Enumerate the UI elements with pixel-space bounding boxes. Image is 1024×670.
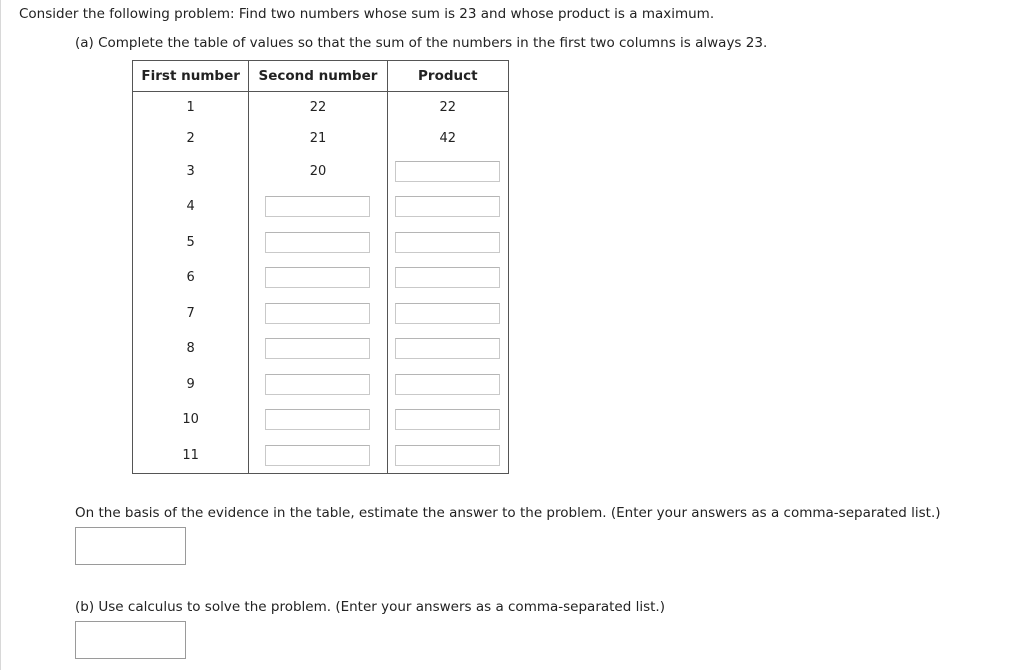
table-row xyxy=(133,153,509,189)
first-number-cell: 6 xyxy=(186,270,195,286)
second-number-cell xyxy=(249,189,387,225)
first-number-cell: 1 xyxy=(186,100,195,115)
table-row xyxy=(133,225,509,261)
product-cell xyxy=(387,331,508,367)
part-b-instruction: (b) Use calculus to solve the problem. (Enter your answers as a comma-separated list.) xyxy=(75,599,665,615)
header-product: Product xyxy=(387,61,508,92)
second-number-input[interactable] xyxy=(265,267,370,288)
table-row xyxy=(133,123,509,153)
first-number-cell: 7 xyxy=(186,305,195,321)
table-row xyxy=(133,260,509,296)
second-number-cell xyxy=(249,331,387,367)
second-number-cell xyxy=(249,367,387,403)
product-cell xyxy=(387,225,508,261)
product-cell xyxy=(387,438,508,474)
estimate-instruction: On the basis of the evidence in the table, estimate the answer to the problem. (Enter your answers as a comma-separated list.) xyxy=(75,505,941,521)
second-number-input[interactable] xyxy=(265,409,370,430)
product-input[interactable] xyxy=(395,161,500,182)
product-input[interactable] xyxy=(395,196,500,217)
first-number-cell: 9 xyxy=(186,376,195,392)
product-input[interactable] xyxy=(395,303,500,324)
table-row xyxy=(133,296,509,332)
second-number-cell: 22 xyxy=(249,92,387,124)
calculus-answer-input[interactable] xyxy=(75,621,186,659)
table-row xyxy=(133,92,509,124)
product-input[interactable] xyxy=(395,374,500,395)
problem-statement: Consider the following problem: Find two numbers whose sum is 23 and whose product is a maximum. xyxy=(19,6,715,22)
first-number-cell: 5 xyxy=(186,234,195,250)
second-number-cell xyxy=(249,402,387,438)
second-number-cell xyxy=(249,260,387,296)
product-input[interactable] xyxy=(395,232,500,253)
product-input[interactable] xyxy=(395,409,500,430)
product-cell xyxy=(387,189,508,225)
part-a-instruction: (a) Complete the table of values so that the sum of the numbers in the first two columns is always 23. xyxy=(75,35,768,51)
second-number-cell: 20 xyxy=(249,153,387,189)
second-number-input[interactable] xyxy=(265,338,370,359)
second-number-input[interactable] xyxy=(265,374,370,395)
first-number-cell: 11 xyxy=(182,447,199,463)
product-cell xyxy=(387,260,508,296)
header-second-number: Second number xyxy=(249,61,387,92)
product-input[interactable] xyxy=(395,445,500,466)
second-number-cell xyxy=(249,438,387,474)
product-cell xyxy=(387,153,508,189)
estimate-answer-input[interactable] xyxy=(75,527,186,565)
table-header-row xyxy=(133,61,509,92)
table-row xyxy=(133,331,509,367)
table-row xyxy=(133,402,509,438)
table-row xyxy=(133,438,509,474)
first-number-cell: 10 xyxy=(182,412,199,428)
first-number-cell: 2 xyxy=(186,130,195,146)
product-cell: 22 xyxy=(439,100,457,115)
product-cell xyxy=(387,296,508,332)
first-number-cell: 4 xyxy=(186,199,195,215)
product-input[interactable] xyxy=(395,267,500,288)
table-row xyxy=(133,367,509,403)
second-number-cell xyxy=(249,296,387,332)
second-number-cell: 21 xyxy=(249,123,387,153)
second-number-cell xyxy=(249,225,387,261)
product-input[interactable] xyxy=(395,338,500,359)
first-number-cell: 8 xyxy=(186,341,195,357)
header-first-number: First number xyxy=(133,61,249,92)
first-number-cell: 3 xyxy=(186,163,195,179)
values-table xyxy=(132,60,509,474)
second-number-input[interactable] xyxy=(265,196,370,217)
product-cell xyxy=(387,402,508,438)
second-number-input[interactable] xyxy=(265,232,370,253)
left-border xyxy=(0,0,1,670)
second-number-input[interactable] xyxy=(265,445,370,466)
product-cell: 42 xyxy=(439,130,457,146)
second-number-input[interactable] xyxy=(265,303,370,324)
table-row xyxy=(133,189,509,225)
product-cell xyxy=(387,367,508,403)
